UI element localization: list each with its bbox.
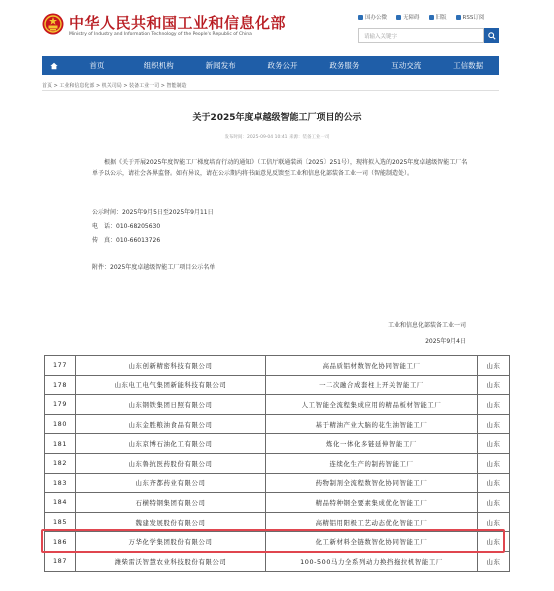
- company-name: 山东电工电气集团新能科技有限公司: [76, 375, 266, 395]
- signature-org: 工业和信息化部装备工业一司: [387, 322, 466, 329]
- fax-number: 010-66013726: [116, 237, 161, 244]
- divider: [42, 90, 499, 91]
- province: 山东: [478, 493, 510, 513]
- main-nav: [42, 56, 499, 75]
- project-name: 高精铝用阳极工艺动态优化智能工厂: [266, 512, 478, 532]
- nav-government-affairs[interactable]: 政务公开: [267, 61, 298, 70]
- accessibility-icon: [396, 15, 401, 20]
- province: 山东: [478, 532, 510, 552]
- publicity-period: 公示时间：2025年9月5日至2025年9月11日: [92, 209, 214, 216]
- row-number: 184: [45, 493, 76, 513]
- company-name: 山东齐都药业有限公司: [76, 473, 266, 493]
- table-row: [45, 493, 510, 513]
- nav-services[interactable]: 政务服务: [329, 61, 360, 70]
- top-link-label: 国办公微: [365, 15, 388, 21]
- row-number: 180: [45, 414, 76, 434]
- nav-news[interactable]: 新闻发布: [205, 61, 236, 70]
- top-links: [358, 13, 484, 21]
- row-number: 186: [45, 532, 76, 552]
- table-row: [45, 414, 510, 434]
- search-button[interactable]: [484, 28, 499, 43]
- site-subtitle: Ministry of Industry and Information Technology of the People's Republic of China: [69, 32, 252, 37]
- company-name: 魏建发展股份有限公司: [76, 512, 266, 532]
- search-icon: [488, 32, 496, 40]
- site-header: [0, 0, 554, 54]
- article-meta: 发布时间：2025-09-04 10:41 来源：装备工业一司: [224, 135, 330, 140]
- nav-data[interactable]: 工信数据: [453, 61, 484, 70]
- company-name: 石横特钢集团有限公司: [76, 493, 266, 513]
- nav-organization[interactable]: 组织机构: [143, 61, 174, 70]
- top-link-weibo[interactable]: [358, 13, 387, 21]
- row-number: 185: [45, 512, 76, 532]
- table-row: [45, 551, 510, 571]
- row-number: 178: [45, 375, 76, 395]
- top-link-label: 无障碍: [403, 15, 420, 21]
- company-name: 山东钢铁集团日照有限公司: [76, 395, 266, 415]
- rss-icon: [456, 15, 461, 20]
- province: 山东: [478, 512, 510, 532]
- project-name: 药物制剂全流程数智化协同智能工厂: [266, 473, 478, 493]
- top-link-rss[interactable]: [456, 13, 485, 21]
- old-version-icon: [429, 15, 434, 20]
- row-number: 181: [45, 434, 76, 454]
- project-name: 连续化生产的制药智能工厂: [266, 453, 478, 473]
- highlight-box: [41, 529, 505, 553]
- nav-interaction[interactable]: 互动交流: [391, 61, 422, 70]
- project-name: 化工新材料全链数智化协同智能工厂: [266, 532, 478, 552]
- project-name: 人工智能全流程集成应用的精品板材智能工厂: [266, 395, 478, 415]
- fax-label: 传 真：: [92, 237, 117, 244]
- fax-line: [92, 235, 160, 244]
- project-name: 炼化一体化多链延伸智能工厂: [266, 434, 478, 454]
- national-emblem-icon[interactable]: [42, 12, 64, 36]
- table-row: [45, 473, 510, 493]
- phone-number: 010-68205630: [116, 223, 161, 230]
- home-icon[interactable]: [42, 62, 66, 70]
- nav-home[interactable]: 首页: [89, 61, 105, 70]
- row-number: 183: [45, 473, 76, 493]
- province: 山东: [478, 453, 510, 473]
- company-name: 潍柴雷沃智慧农业科技股份有限公司: [76, 551, 266, 571]
- phone-line: [92, 221, 160, 230]
- signature-date: 2025年9月4日: [425, 338, 466, 345]
- row-number: 182: [45, 453, 76, 473]
- breadcrumb[interactable]: 首页 > 工业和信息化部 > 机关司局 > 装备工业一司 > 智能制造: [42, 83, 187, 89]
- province: 山东: [478, 414, 510, 434]
- table-row: [45, 356, 510, 376]
- search-input[interactable]: 请输入关键字: [358, 28, 484, 43]
- row-number: 187: [45, 551, 76, 571]
- province: 山东: [478, 395, 510, 415]
- province: 山东: [478, 356, 510, 376]
- company-name: 山东创新精密科技有限公司: [76, 356, 266, 376]
- company-name: 万华化学集团股份有限公司: [76, 532, 266, 552]
- top-link-old-version[interactable]: [429, 13, 447, 21]
- province: 山东: [478, 375, 510, 395]
- company-name: 山东金胜粮油食品有限公司: [76, 414, 266, 434]
- company-name: 山东鲁抗医药股份有限公司: [76, 453, 266, 473]
- row-number: 179: [45, 395, 76, 415]
- table-row: [45, 453, 510, 473]
- phone-label: 电 话：: [92, 223, 117, 230]
- page-title: 关于2025年度卓越级智能工厂项目的公示: [192, 113, 362, 123]
- province: 山东: [478, 551, 510, 571]
- project-name: 100-500马力全系列动力换挡拖拉机智能工厂: [266, 551, 478, 571]
- article-body: 根据《关于开展2025年度智能工厂梯度培育行动的通知》（工信厅联通装函〔2025〕251号），现将拟入选的2025年度卓越级智能工厂名单予以公示，请社会各界监督。如有异议，请在公示期内将书面意见反馈至工业和信息化部装备工业一司（智能制造处）。: [92, 159, 468, 177]
- table-row: [45, 375, 510, 395]
- attachment-link[interactable]: 附件：2025年度卓越级智能工厂项目公示名单: [92, 264, 216, 271]
- row-number: 177: [45, 356, 76, 376]
- company-name: 山东京博石油化工有限公司: [76, 434, 266, 454]
- table-row: [45, 434, 510, 454]
- project-name: 基于精油产业大脑的花生油智能工厂: [266, 414, 478, 434]
- province: 山东: [478, 473, 510, 493]
- project-name: 一二次融合成套柱上开关智能工厂: [266, 375, 478, 395]
- top-link-label: 旧版: [435, 15, 447, 21]
- project-name: 高品质铝材数智化协同智能工厂: [266, 356, 478, 376]
- project-name: 精品特种钢全要素集成优化智能工厂: [266, 493, 478, 513]
- weibo-icon: [358, 15, 363, 20]
- site-title[interactable]: 中华人民共和国工业和信息化部: [69, 14, 287, 32]
- province: 山东: [478, 434, 510, 454]
- top-link-accessibility[interactable]: [396, 13, 420, 21]
- top-link-label: RSS订阅: [462, 15, 485, 21]
- table-row: [45, 395, 510, 415]
